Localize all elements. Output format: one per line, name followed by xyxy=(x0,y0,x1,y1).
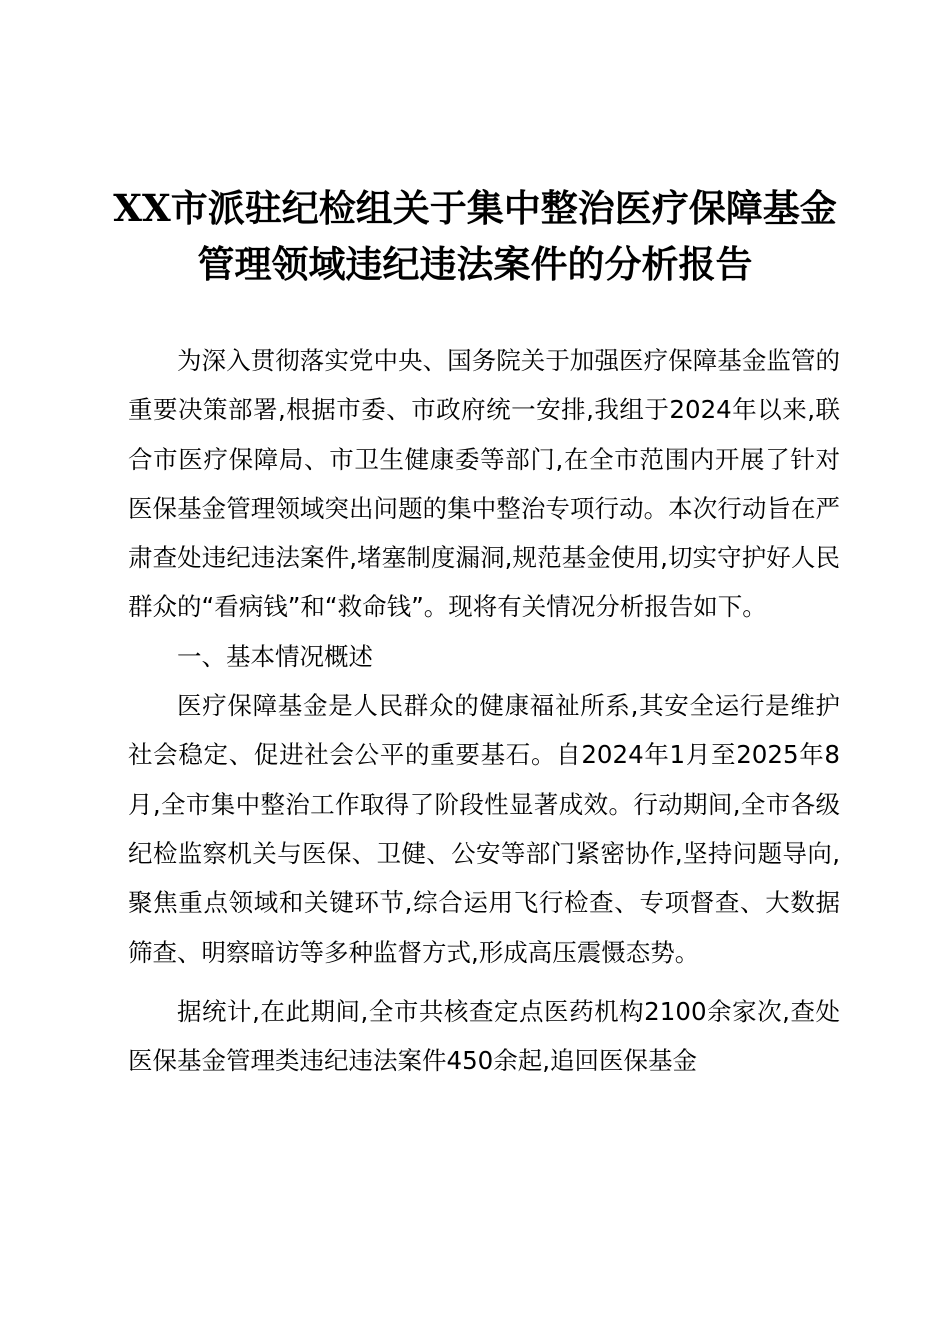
intro-paragraph: 为深入贯彻落实党中央、国务院关于加强医疗保障基金监管的重要决策部署,根据市委、市政府统一安排,我组于2024年以来,联合市医疗保障局、市卫生健康委等部门,在全市范围内开展了针对医保基金管理领域突出问题的集中整治专项行动。本次行动旨在严肃查处违纪违法案件,堵塞制度漏洞,规范基金使用,切实守护好人民群众的“看病钱”和“救命钱”。现将有关情况分析报告如下。 xyxy=(128,346,840,622)
section-heading: 一、基本情况概述 xyxy=(177,641,373,671)
overview-paragraph: 医疗保障基金是人民群众的健康福祉所系,其安全运行是维护社会稳定、促进社会公平的重要基石。自2024年1月至2025年8月,全市集中整治工作取得了阶段性显著成效。行动期间,全市各级纪检监察机关与医保、卫健、公安等部门紧密协作,坚持问题导向,聚焦重点领域和关键环节,综合运用飞行检查、专项督查、大数据筛查、明察暗访等多种监督方式,形成高压震慑态势。 xyxy=(128,691,840,967)
document-title: XX市派驻纪检组关于集中整治医疗保障基金管理领域违纪违法案件的分析报告 xyxy=(113,186,837,286)
statistics-paragraph: 据统计,在此期间,全市共核查定点医药机构2100余家次,查处医保基金管理类违纪违法案件450余起,追回医保基金 xyxy=(128,996,840,1076)
document-body xyxy=(128,336,840,1085)
